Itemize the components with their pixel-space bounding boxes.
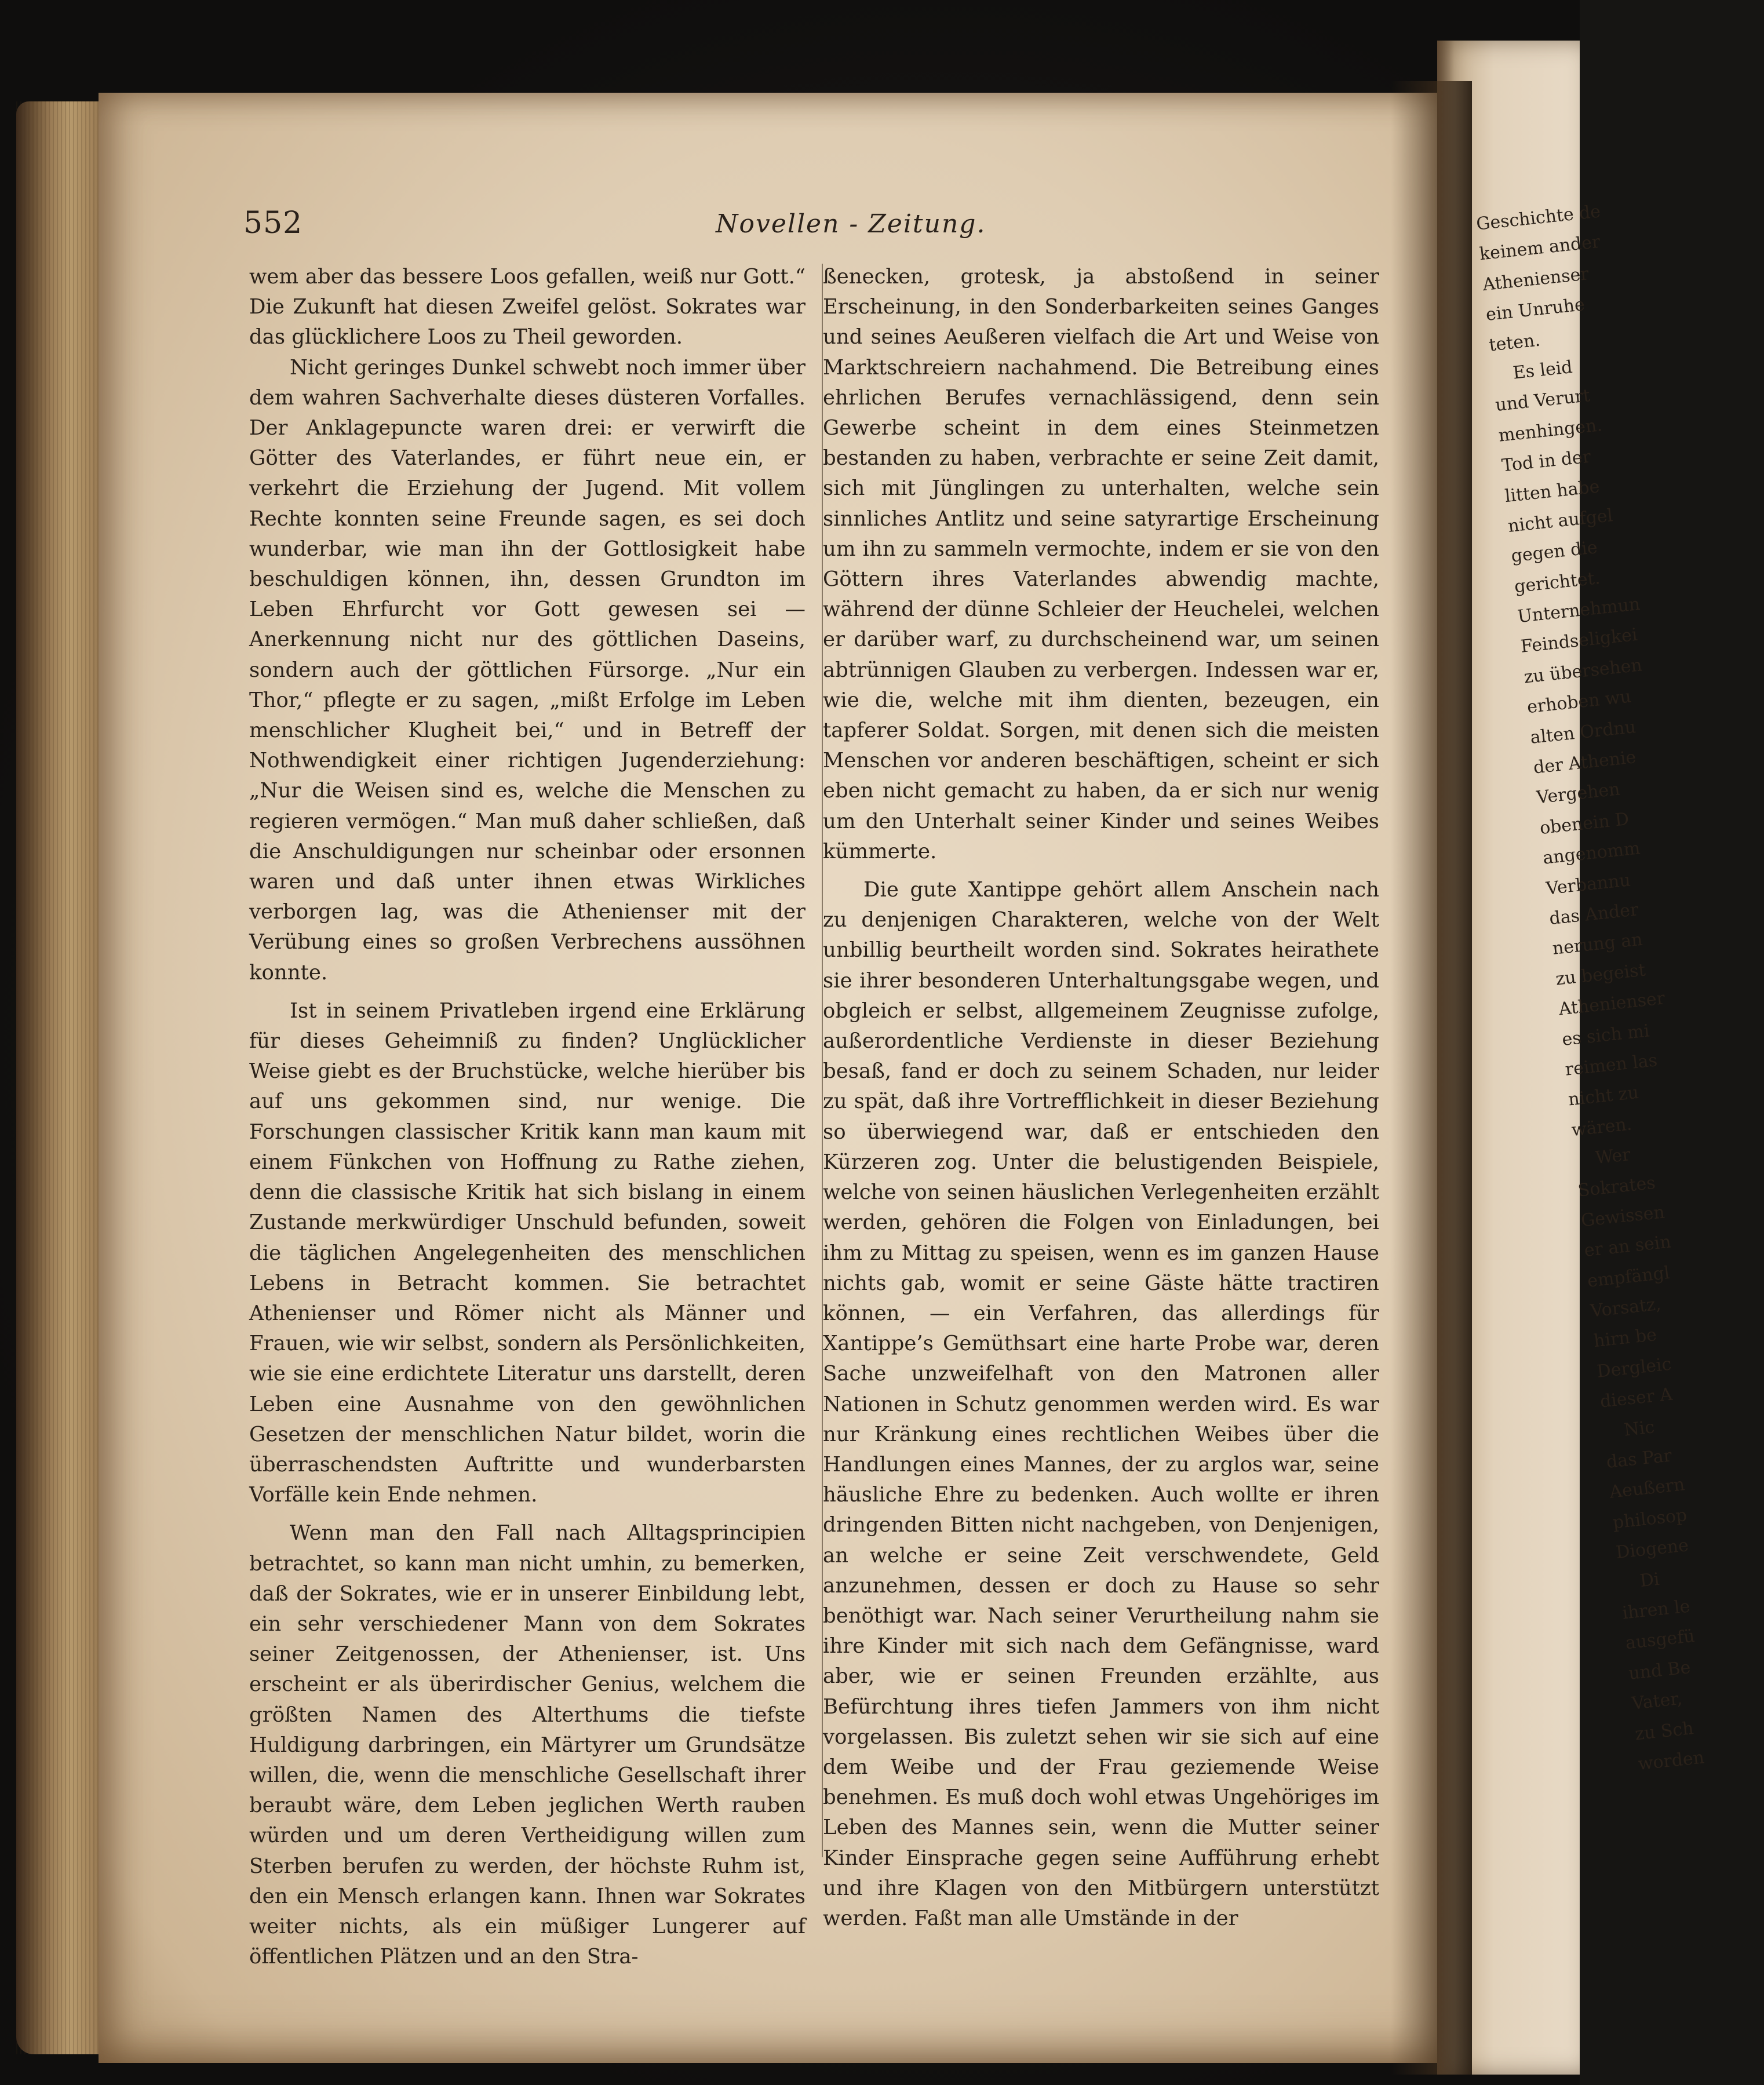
paragraph: ßenecken, grotesk, ja abstoßend in seiner Erscheinung, in den Sonderbarkeiten seines Ganges und seines Aeußeren vielfach die Art und Weise von Marktschreiern nachahmend. Die Betreibung eines ehrlichen Berufes vernachlässigend, denn sein Gewerbe scheint in dem eines Steinmetzen bestanden zu haben, verbrachte er seine Zeit damit, sich mit Jünglingen zu unterhalten, welche sein sinnliches Antlitz und seine satyrartige Erscheinung um ihn zu sammeln vermochte, indem er sie von den Göttern ihres Vaterlandes abwendig machte, während der dünne Schleier der Heuchelei, welchen er darüber warf, zu durchscheinend war, um seinen abtrünnigen Glauben zu verbergen. Indessen war er, wie die, welche mit ihm dienten, bezeugen, ein tapferer Soldat. Sorgen, mit denen sich die meisten Menschen vor anderen beschäftigen, scheint er sich eben nicht gemacht zu haben, da er sich nur wenig um den Unterhalt seiner Kinder und seines Weibes kümmerte. — [823, 265, 1379, 863]
fragment-line: nicht aufgel — [1507, 505, 1614, 537]
fragment-line: Es leid — [1512, 356, 1574, 384]
fragment-line: Di — [1639, 1569, 1661, 1591]
fragment-line: es sich mi — [1561, 1020, 1650, 1050]
paragraph: Nicht geringes Dunkel schwebt noch immer über dem wahren Sachverhalte dieses düsteren Vorfalles. Der Anklagepuncte waren drei: er verwirft die Götter des Vaterlandes, er führt neue ein, er verkehrt die Erziehung der Jugend. Mit vollem Rechte konnten seine Freunde sagen, es sei doch wunderbar, wie man ihn der Gottlosigkeit habe beschuldigen können, ihn, dessen Grundton im Leben Ehrfurcht vor Gott gewesen sei — Anerkennung nicht nur des göttlichen Daseins, sondern auch der göttlichen Fürsorge. „Nur ein Thor,“ pflegte er zu sagen, „mißt Erfolge im Leben menschlicher Klugheit bei,“ und in Betreff der Nothwendigkeit einer richtigen Jugenderziehung: „Nur die Weisen sind es, welche die Menschen zu regieren vermögen.“ Man muß daher schließen, daß die Anschuldigungen nur scheinbar oder ersonnen waren und daß unter ihnen etwas Wirkliches verborgen lag, was die Athenienser mit der Verübung eines so großen Verbrechens aussöhnen konnte. — [249, 355, 806, 985]
fragment-line: Athenienser — [1481, 263, 1590, 295]
fragment-line: worden — [1637, 1747, 1705, 1775]
fragment-line: obenein D — [1539, 808, 1630, 839]
fragment-line: Feindseligkei — [1519, 625, 1639, 658]
fragment-line: der Athenie — [1532, 747, 1637, 778]
right-text-column — [823, 262, 1379, 1934]
fragment-line: Geschichte de — [1475, 201, 1602, 235]
fragment-line: Vater, — [1631, 1688, 1683, 1714]
fragment-line: zu begeist — [1554, 960, 1647, 990]
fragment-line: Nic — [1623, 1416, 1656, 1441]
fragment-line: Wer — [1594, 1144, 1632, 1169]
fragment-line: er an sein — [1583, 1231, 1672, 1262]
fragment-line: Athenienser — [1558, 988, 1666, 1020]
fragment-line: erhoben wu — [1526, 686, 1632, 718]
gutter-shadow — [1391, 81, 1472, 2075]
page-header — [243, 206, 1379, 252]
fragment-line: hirn be — [1592, 1325, 1658, 1352]
fragment-line: empfängl — [1586, 1262, 1671, 1292]
fragment-line: ausgefü — [1624, 1626, 1696, 1654]
fragment-line: teten. — [1488, 330, 1541, 356]
fragment-line: Sokrates — [1577, 1172, 1657, 1201]
fragment-line: das Par — [1605, 1445, 1673, 1473]
fragment-line: Verbannu — [1545, 869, 1632, 899]
paragraph: Ist in seinem Privatleben irgend eine Erklärung für dieses Geheimniß zu finden? Unglücklicher Weise giebt es der Bruchstücke, welche hierüber bis auf uns gekommen sind, nur wenige. Die Forschungen classischer Kritik kann man kaum mit einem Fünkchen von Hoffnung zu Rathe ziehen, denn die classische Kritik hat sich bislang in einem Zustande merkwürdiger Unschuld befunden, soweit die täglichen Angelegenheiten des menschlichen Lebens in Betracht kommen. Sie betrachtet Athenienser und Römer nicht als Männer und Frauen, wie wir selbst, sondern als Persönlichkeiten, wie sie eine erdichtete Literatur uns darstellt, deren Leben eine Ausnahme von den gewöhnlichen Gesetzen der menschlichen Natur bildet, worin die überraschendsten Auftritte und wunderbarsten Vorfälle kein Ende nehmen. — [249, 998, 806, 1507]
fragment-line: ihren le — [1621, 1596, 1691, 1624]
fragment-line: Gewissen — [1580, 1202, 1666, 1231]
fragment-line: wären. — [1570, 1114, 1633, 1140]
fragment-line: reimen las — [1564, 1050, 1659, 1080]
fragment-line: Diogene — [1614, 1535, 1690, 1563]
fragment-line: litten habe — [1504, 476, 1601, 506]
fragment-line: zu übersehen — [1522, 655, 1643, 688]
fragment-line: Dergleic — [1595, 1354, 1672, 1382]
paragraph: wem aber das bessere Loos gefallen, weiß nur Gott.“ Die Zukunft hat diesen Zweifel gelöst. Sokrates war das glücklichere Loos zu Theil geworden. — [249, 265, 806, 349]
fragment-line: dieser A — [1599, 1384, 1674, 1412]
fragment-line: und Be — [1627, 1657, 1692, 1684]
left-text-column — [249, 262, 806, 1972]
fragment-line: Aeußern — [1608, 1474, 1686, 1503]
fragment-line: ein Unruhe — [1485, 294, 1586, 326]
fragment-line: gerichtet. — [1513, 567, 1601, 597]
fragment-line: nicht zu — [1567, 1082, 1640, 1110]
fragment-line: Unternehmun — [1517, 594, 1641, 628]
fragment-line: Vorsatz, — [1589, 1293, 1662, 1322]
fragment-line: angenomm — [1541, 838, 1642, 869]
fragment-line: nerung an — [1551, 929, 1644, 960]
fragment-line: philosop — [1612, 1504, 1688, 1533]
running-title: Novellen - Zeitung. — [716, 209, 986, 239]
paragraph: Wenn man den Fall nach Alltagsprincipien betrachtet, so kann man nicht umhin, zu bemerken, daß der Sokrates, wie er in unserer Einbildung lebt, ein sehr verschiedener Mann von dem Sokrates seiner Zeitgenossen, der Athenienser, ist. Uns erscheint er als überirdischer Genius, welchem die größten Namen des Alterthums die tiefste Huldigung darbringen, ein Märtyrer um Grundsätze willen, die, wenn die menschliche Gesellschaft ihrer beraubt wäre, dem Leben jeglichen Werth rauben würden und um deren Vertheidigung willen zum Sterben berufen zu werden, der höchste Ruhm ist, den ein Mensch erlangen kann. Ihnen war Sokrates weiter nichts, als ein müßiger Lungerer auf öffentlichen Plätzen und an den Stra- — [249, 1521, 806, 1969]
fragment-line: zu Sch — [1634, 1718, 1695, 1744]
fragment-line: alten Ordnu — [1529, 716, 1637, 748]
page-number: 552 — [243, 206, 303, 240]
fragment-line: gegen die — [1510, 537, 1599, 567]
fragment-line: keinem ander — [1478, 232, 1601, 265]
fragment-line: Vergehen — [1535, 779, 1621, 808]
fragment-line: menhingen. — [1497, 414, 1603, 446]
fragment-line: Tod in der — [1500, 446, 1592, 476]
paragraph: Die gute Xantippe gehört allem Anschein nach zu denjenigen Charakteren, welche von der Welt unbillig beurtheilt worden sind. Sokrates heirathete sie ihrer besonderen Unterhaltungsgabe wegen, und obgleich er selbst, allgemeinem Zeugnisse zufolge, außerordentliche Verdienste in dieser Beziehung besaß, fand er doch zu seinem Schaden, nur leider zu spät, daß ihre Vortrefflichkeit in dieser Beziehung so überwiegend war, daß er entschieden den Kürzeren zog. Unter die belustigenden Beispiele, welche von seinen häuslichen Verlegenheiten erzählt werden, gehören die Folgen von Einladungen, bei ihm zu Mittag zu speisen, wenn es im ganzen Hause nichts gab, womit er seine Gäste hätte tractiren können, — ein Verfahren, das allerdings für Xantippe’s Gemüthsart eine harte Probe war, deren Sache unzweifelhaft von den Matronen aller Nationen in Schutz genommen werden wird. Es war nur Kränkung eines rechtlichen Weibes über die Handlungen eines Mannes, der zu arglos war, seine häusliche Ehre zu bedenken. Auch wollte er ihren dringenden Bitten nicht nachgeben, von Denjenigen, an welche er seine Zeit verschwendete, Geld anzunehmen, dessen er doch zu Hause so sehr benöthigt war. Nach seiner Verurtheilung nahm sie ihre Kinder mit sich nach dem Gefängnisse, ward aber, wie er seinen Freunden erzählte, aus Befürchtung ihres tiefen Jammers von ihm nicht vorgelassen. Bis zuletzt sehen wir sie sich auf eine dem Weibe und der Frau geziemende Weise benehmen. Es muß doch wohl etwas Ungehöriges im Leben des Mannes sein, wenn die Mutter seiner Kinder Einsprache gegen seine Aufführung erhebt und ihre Klagen von den Mitbürgern unterstützt werden. Faßt man alle Umstände in der — [823, 878, 1379, 1930]
fragment-line: das Ander — [1548, 899, 1639, 929]
fragment-line: und Verurt — [1494, 385, 1591, 416]
